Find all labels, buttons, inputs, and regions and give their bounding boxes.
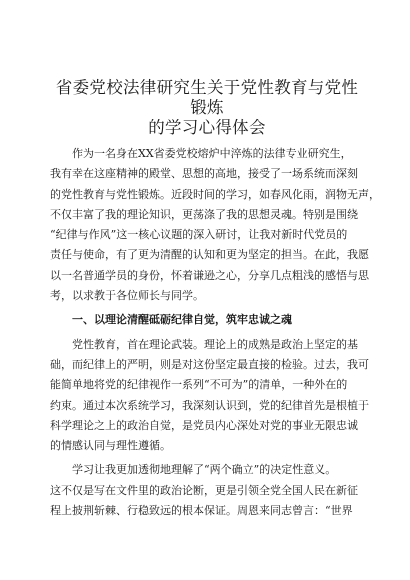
paragraph-line: 这不仅是写在文件里的政治论断，更是引领全党全国人民在新征 — [50, 483, 358, 497]
paragraph-line: 约束。通过本次系统学习，我深刻认识到，党的纪律首先是根植于 — [50, 398, 369, 412]
section-paragraph-2 — [50, 460, 364, 521]
paragraph-line: 学习让我更加透彻地理解了“两个确立”的决定性意义。 — [72, 463, 337, 477]
paragraph-line: 我有幸在这座精神的殿堂、思想的高地，接受了一场系统而深刻 — [50, 167, 358, 181]
paragraph-line: 科学理论之上的政治自觉，是党员内心深处对党的事业无限忠诚 — [50, 418, 358, 432]
paragraph-line: 考，以求教于各位师长与同学。 — [50, 289, 204, 303]
paragraph-line: 的党性教育与党性锻炼。近段时间的学习，如春风化雨，润物无声， — [50, 187, 380, 201]
paragraph-line: 不仅丰富了我的理论知识，更荡涤了我的思想灵魂。特别是围绕 — [50, 207, 358, 221]
paragraph-line: 责任与使命，有了更为清醒的认知和更为坚定的担当。在此，我愿 — [50, 248, 369, 262]
paragraph-line: 以一名普通学员的身份，怀着谦逊之心，分享几点粗浅的感悟与思 — [50, 268, 369, 282]
section-heading: 一、以理论清醒砥砺纪律自觉，筑牢忠诚之魂 — [72, 313, 292, 327]
document-title — [50, 78, 364, 138]
paragraph-line: 程上披荆斩棘、行稳致远的根本保证。周恩来同志曾言：“世界 — [50, 504, 353, 518]
paragraph-line: 础，而纪律上的严明，则是对这份坚定最直接的检验。过去，我可 — [50, 357, 369, 371]
paragraph-line: 能简单地将党的纪律视作一系列“不可为”的清单，一种外在的 — [50, 378, 348, 392]
title-line-1: 省委党校法律研究生关于党性教育与党性锻炼 — [55, 78, 359, 117]
title-line-2: 的学习心得体会 — [148, 118, 266, 137]
section-paragraph-1 — [50, 335, 369, 457]
paragraph-line: 的情感认同与理性遵循。 — [50, 439, 171, 453]
paragraph-line: “纪律与作风”这一核心议题的深入研讨，让我对新时代党员的 — [50, 228, 348, 242]
intro-paragraph — [50, 144, 380, 306]
paragraph-line: 党性教育，首在理论武装。理论上的成熟是政治上坚定的基 — [72, 337, 358, 351]
paragraph-line: 作为一名身在XX省委党校熔炉中淬炼的法律专业研究生， — [72, 147, 352, 160]
